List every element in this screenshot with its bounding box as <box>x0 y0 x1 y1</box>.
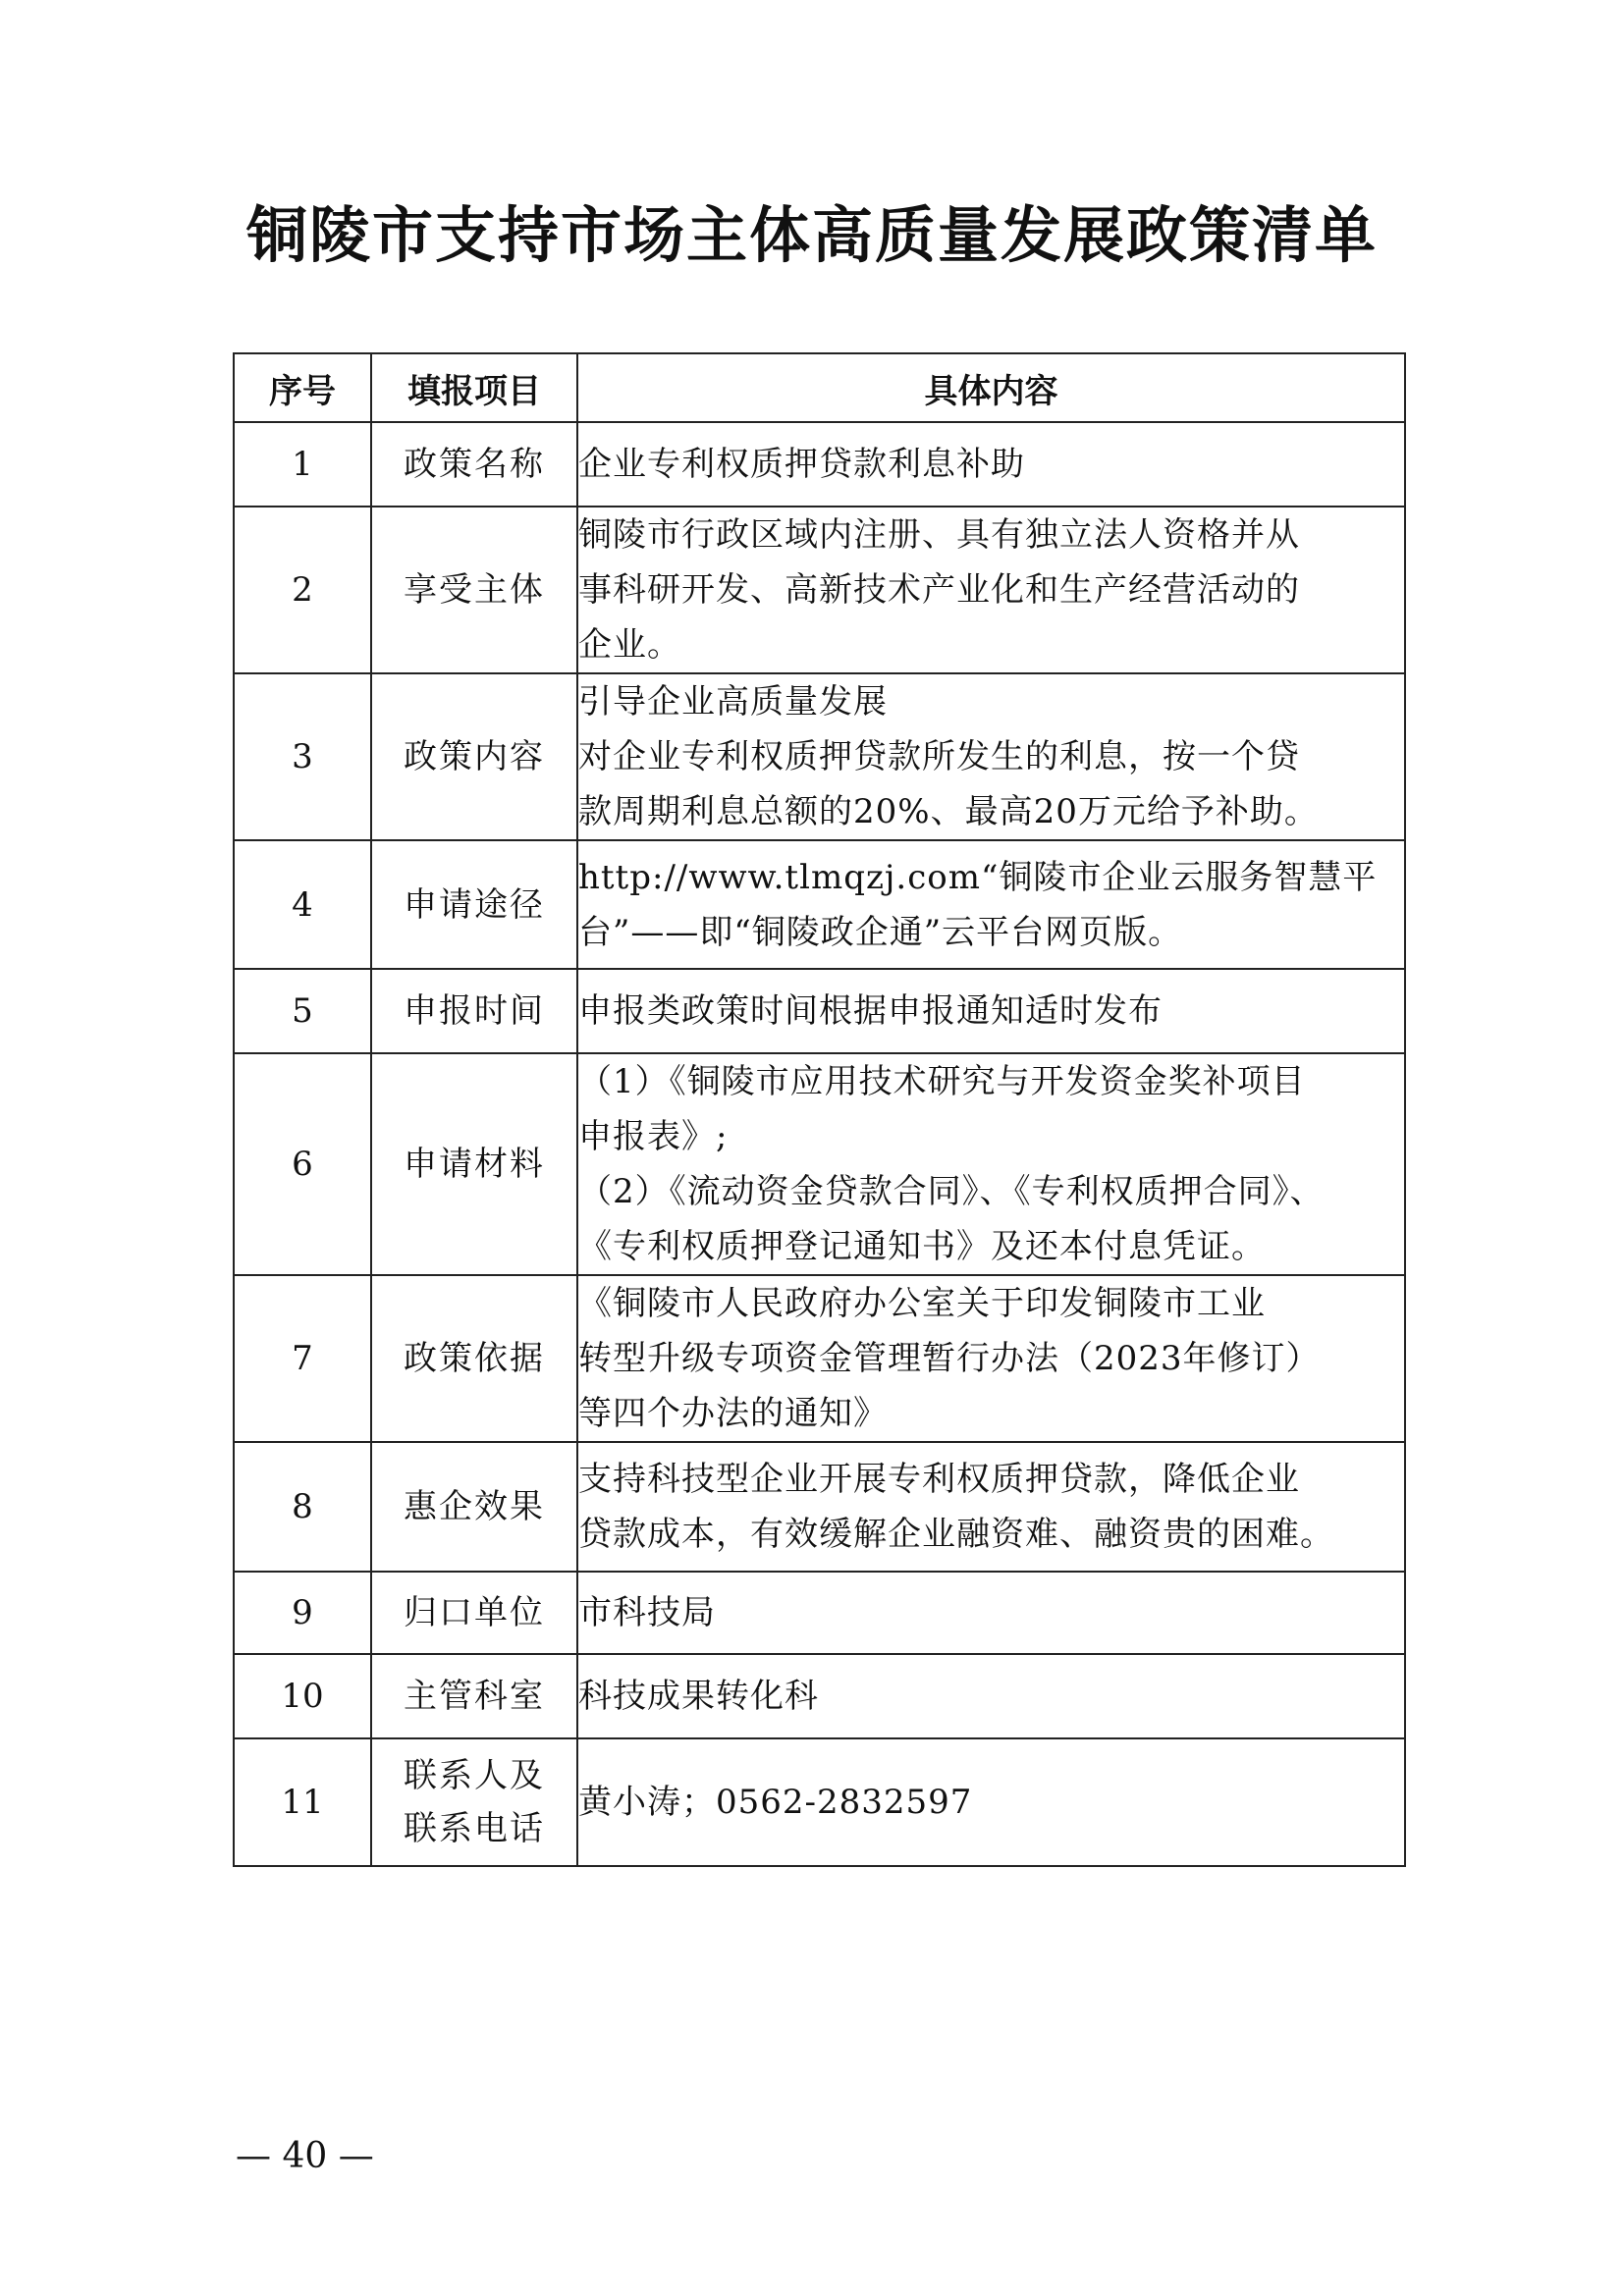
row-item <box>371 1442 577 1572</box>
row-content-line: 《铜陵市人民政府办公室关于印发铜陵市工业 <box>578 1284 1266 1323</box>
table-row <box>234 1738 1405 1866</box>
row-number: 6 <box>234 1053 371 1275</box>
row-content <box>577 1053 1405 1275</box>
table-row <box>234 1572 1405 1654</box>
table-row <box>234 1275 1405 1442</box>
row-number: 8 <box>234 1442 371 1572</box>
row-number: 5 <box>234 969 371 1053</box>
row-content <box>577 507 1405 673</box>
row-content-line: 企业专利权质押贷款利息补助 <box>578 445 1025 484</box>
row-content <box>577 1654 1405 1738</box>
table-row <box>234 673 1405 840</box>
row-item-line: 政策依据 <box>404 1339 545 1378</box>
table-row <box>234 422 1405 507</box>
table-header-row <box>234 353 1405 422</box>
row-content-line: 申报类政策时间根据申报通知适时发布 <box>578 991 1163 1031</box>
row-number: 9 <box>234 1572 371 1654</box>
row-content-line: 科技成果转化科 <box>578 1677 819 1716</box>
row-number: 2 <box>234 507 371 673</box>
row-number: 1 <box>234 422 371 507</box>
row-item <box>371 1572 577 1654</box>
row-item-line: 联系电话 <box>404 1809 545 1848</box>
row-content <box>577 673 1405 840</box>
table-row <box>234 1442 1405 1572</box>
table-row <box>234 1053 1405 1275</box>
row-content <box>577 422 1405 507</box>
row-content <box>577 969 1405 1053</box>
row-number: 7 <box>234 1275 371 1442</box>
header-content: 具体内容 <box>577 353 1405 422</box>
row-content-line: 引导企业高质量发展 <box>578 682 888 721</box>
row-item <box>371 1738 577 1866</box>
row-content-line: 企业。 <box>578 625 681 665</box>
table-row <box>234 1654 1405 1738</box>
row-content <box>577 1738 1405 1866</box>
row-item <box>371 969 577 1053</box>
row-content-line: 贷款成本，有效缓解企业融资难、融资贵的困难。 <box>578 1515 1334 1554</box>
row-content-line: 铜陵市行政区域内注册、具有独立法人资格并从 <box>578 515 1300 555</box>
table-row <box>234 969 1405 1053</box>
row-item <box>371 1053 577 1275</box>
row-item-line: 申报时间 <box>404 991 545 1031</box>
row-item <box>371 422 577 507</box>
page-number: — 40 — <box>236 2136 374 2176</box>
row-content-line: 台”——即“铜陵政企通”云平台网页版。 <box>578 912 1183 952</box>
row-item-line: 主管科室 <box>404 1677 545 1716</box>
row-item-line: 联系人及 <box>404 1756 545 1795</box>
row-content-line: 转型升级专项资金管理暂行办法（2023年修订） <box>578 1339 1321 1378</box>
row-content-line: 黄小涛；0562-2832597 <box>578 1783 973 1822</box>
row-item-line: 惠企效果 <box>404 1487 545 1526</box>
row-item-line: 政策名称 <box>404 445 545 484</box>
row-item-line: 申请材料 <box>404 1145 545 1184</box>
document-title: 铜陵市支持市场主体高质量发展政策清单 <box>245 199 1378 271</box>
row-content <box>577 1442 1405 1572</box>
policy-table <box>233 352 1406 1867</box>
row-item <box>371 1654 577 1738</box>
row-content-line: （1）《铜陵市应用技术研究与开发资金奖补项目 <box>578 1062 1306 1101</box>
header-item: 填报项目 <box>371 353 577 422</box>
table-row <box>234 840 1405 969</box>
row-number: 10 <box>234 1654 371 1738</box>
row-content-line: （2）《流动资金贷款合同》、《专利权质押合同》、 <box>578 1172 1325 1211</box>
row-item <box>371 673 577 840</box>
row-content <box>577 840 1405 969</box>
row-content-line: 《专利权质押登记通知书》及还本付息凭证。 <box>578 1227 1266 1266</box>
row-item-line: 享受主体 <box>404 570 545 610</box>
row-content <box>577 1275 1405 1442</box>
row-item <box>371 1275 577 1442</box>
row-content-line: 市科技局 <box>578 1593 716 1632</box>
row-content-line: 事科研开发、高新技术产业化和生产经营活动的 <box>578 570 1300 610</box>
row-content-line: 款周期利息总额的20%、最高20万元给予补助。 <box>578 792 1319 831</box>
row-content-line: 对企业专利权质押贷款所发生的利息，按一个贷 <box>578 737 1300 776</box>
row-number: 4 <box>234 840 371 969</box>
row-item <box>371 507 577 673</box>
row-item <box>371 840 577 969</box>
row-content-line: 等四个办法的通知》 <box>578 1394 888 1433</box>
row-content-line: 申报表》; <box>578 1117 729 1156</box>
table-row <box>234 507 1405 673</box>
row-item-line: 归口单位 <box>404 1593 545 1632</box>
row-number: 11 <box>234 1738 371 1866</box>
row-content <box>577 1572 1405 1654</box>
row-content-line: http://www.tlmqzj.com“铜陵市企业云服务智慧平 <box>578 857 1378 897</box>
row-item-line: 政策内容 <box>404 737 545 776</box>
header-serial: 序号 <box>234 353 371 422</box>
row-content-line: 支持科技型企业开展专利权质押贷款，降低企业 <box>578 1460 1300 1499</box>
row-number: 3 <box>234 673 371 840</box>
row-item-line: 申请途径 <box>404 884 545 925</box>
